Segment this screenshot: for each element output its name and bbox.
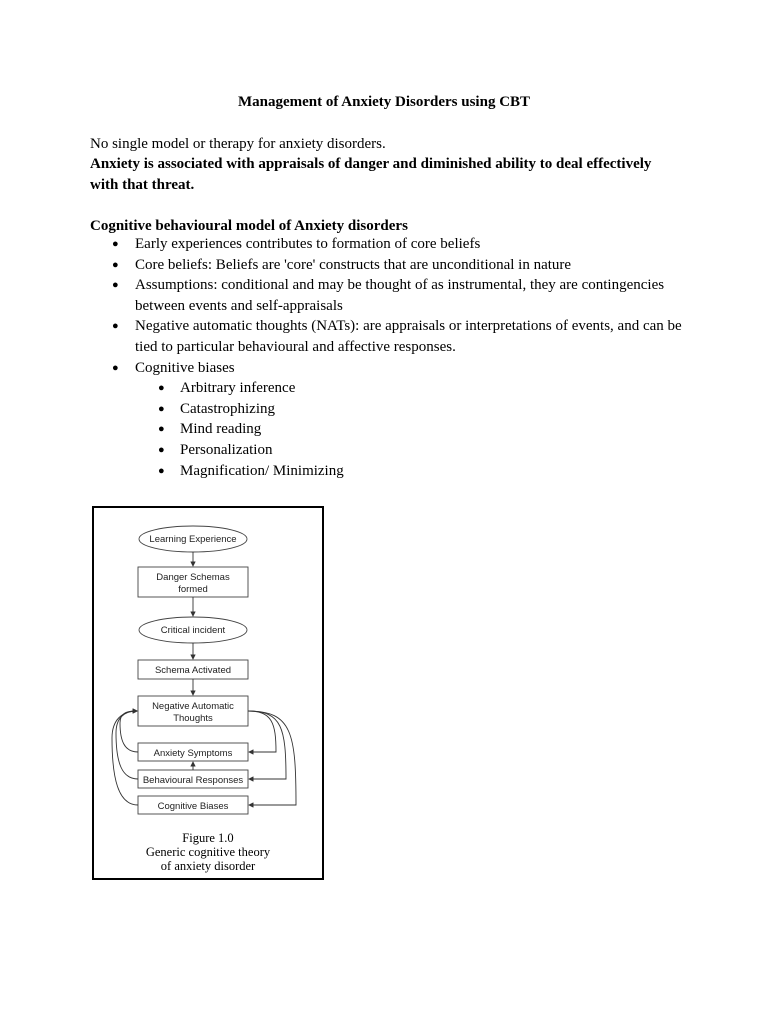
sub-list-item: ● Arbitrary inference bbox=[135, 378, 690, 399]
node-label: Anxiety Symptoms bbox=[153, 748, 233, 759]
list-item: ● Assumptions: conditional and may be thought of as instrumental, they are contingencies between events and self-appraisals bbox=[90, 275, 690, 316]
arrow-icon bbox=[112, 711, 138, 805]
figure-frame bbox=[92, 506, 324, 880]
arrow-icon bbox=[248, 711, 296, 805]
node-label: formed bbox=[178, 584, 208, 595]
node-label: Cognitive Biases bbox=[157, 801, 229, 812]
sub-list-item: ● Mind reading bbox=[135, 419, 690, 440]
arrow-icon bbox=[116, 711, 138, 779]
figure-caption bbox=[94, 831, 322, 873]
bullet-list bbox=[90, 234, 690, 481]
node-label: Danger Schemas bbox=[156, 572, 230, 583]
node-label: Thoughts bbox=[173, 713, 213, 724]
page-title: Management of Anxiety Disorders using CBT bbox=[237, 94, 531, 110]
node-label: Schema Activated bbox=[154, 665, 232, 676]
list-item: ● Core beliefs: Beliefs are 'core' constructs that are unconditional in nature bbox=[90, 255, 690, 276]
list-item: ● Negative automatic thoughts (NATs): are appraisals or interpretations of events, and can be tied to particular behavioural and affective responses. bbox=[90, 316, 690, 357]
sub-list-item: ● Catastrophizing bbox=[135, 399, 690, 420]
intro-text: No single model or therapy for anxiety disorders. bbox=[90, 136, 386, 152]
arrow-icon bbox=[248, 711, 286, 779]
flow-diagram bbox=[94, 508, 322, 828]
sub-bullet-list bbox=[135, 378, 690, 481]
section-heading: Cognitive behavioural model of Anxiety disorders bbox=[90, 218, 408, 234]
list-item-cognitive-biases bbox=[90, 358, 690, 482]
caption-line: Generic cognitive theory bbox=[145, 845, 271, 859]
node-label: Critical incident bbox=[160, 625, 226, 636]
sub-list-item: ● Magnification/ Minimizing bbox=[135, 461, 690, 482]
caption-line: Figure 1.0 bbox=[182, 831, 234, 845]
node-label: Negative Automatic bbox=[152, 701, 234, 712]
list-item-label: Cognitive biases bbox=[135, 359, 235, 376]
list-item: ● Early experiences contributes to formation of core beliefs bbox=[90, 234, 690, 255]
arrow-icon bbox=[120, 711, 138, 752]
key-statement-line2: with that threat. bbox=[90, 177, 195, 193]
node-label: Behavioural Responses bbox=[142, 775, 244, 786]
key-statement-line1: Anxiety is associated with appraisals of danger and diminished ability to deal effectively bbox=[90, 156, 652, 172]
key-statement bbox=[90, 154, 690, 196]
caption-line: of anxiety disorder bbox=[160, 859, 256, 873]
sub-list-item: ● Personalization bbox=[135, 440, 690, 461]
node-label: Learning Experience bbox=[149, 534, 237, 545]
arrow-icon bbox=[248, 711, 276, 752]
